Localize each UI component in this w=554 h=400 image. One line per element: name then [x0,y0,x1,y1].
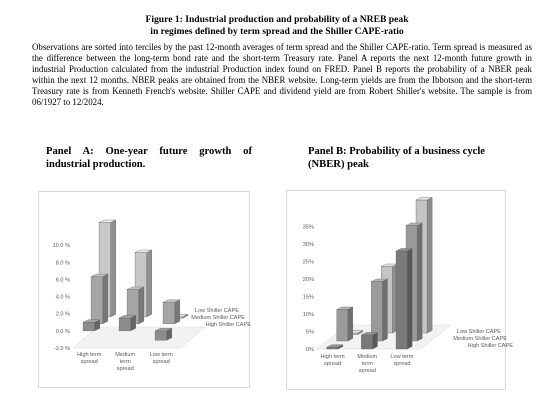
panel-a-series-label: Low Shiller CAPE [194,308,239,314]
panel-a-series-label: Medium Shiller CAPE [191,315,245,321]
panel-b-series-label: Low Shiller CAPE [456,329,501,335]
panel-b-bar-front [327,347,338,349]
panel-b-category-label: Low term spread [390,354,414,367]
panel-a-series-label: High Shiller CAPE [205,322,251,328]
panel-a-bar-front [91,277,103,324]
panel-b-ytick-label: 25% [302,259,314,266]
panel-b-bar-side [382,279,387,341]
panel-b-bar [371,279,387,341]
panel-a-bar-front [119,318,131,331]
panel-a-bar-front [155,331,167,340]
panel-a-bar-side [147,250,152,317]
figure-title [0,14,554,38]
panel-b-chart [286,190,513,390]
panel-b-bar [361,333,377,349]
panel-a-bar [91,274,108,324]
panel-b-bar-side [417,223,422,341]
panel-b-bar [337,307,353,341]
panel-b-bar-front [396,251,407,349]
panel-b-title: Panel B: Probability of a business cycle (NBER) peak [308,146,485,170]
panel-b-bar-side [372,333,377,349]
panel-b-bar-front [361,335,372,349]
figure-caption: Observations are sorted into terciles by the past 12-month averages of term spread and the Shiller CAPE-ratio. Term spread is measured as the difference between the long-term bond rate and the short-term Treasury rate. Panel A reports the next 12-month future growth in industrial Production calculated from the industrial Production index found on FRED. Panel B reports the probability of a NBER peak within the next 12 months. NBER peaks are obtained from the NBER website. Long-term yields are from the Ibbotson and the short-term Treasury rate is from Kenneth French's website. Shiller CAPE and dividend yield are from Robert Shiller's website. The sample is from 06/1927 to 12/2024. [32,42,532,108]
panel-b-category-label: High term spread [320,354,345,367]
panel-b-category-label: Medium term spread [357,354,378,374]
panel-b-bar-front [337,310,348,342]
figure-title-line-1: Figure 1: Industrial production and probability of a NREB peak [145,14,409,25]
panel-a-bar-front [163,302,175,323]
panel-a-bar-side [111,220,116,317]
panel-b-ytick-label: 15% [302,294,314,301]
panel-b-series-label: High Shiller CAPE [467,343,513,349]
panel-b-chart-svg [287,191,513,389]
panel-b-bar [396,249,412,349]
panel-a-title: Panel A: One-year future growth of industrial production. [46,146,252,170]
panel-a-bar [119,315,136,330]
panel-a-bar-side [103,274,108,324]
panel-a-ytick-label: 6.0 % [55,277,70,284]
figure-title-line-2: in regimes defined by term spread and the Shiller CAPE-ratio [150,26,404,37]
panel-b-ytick-label: 30% [302,242,314,248]
panel-b-ytick-label: 0% [305,347,314,353]
panel-b-series-label: Medium Shiller CAPE [453,336,507,342]
panel-b-bar-side [427,198,432,333]
panel-b-ytick-label: 5% [305,329,314,336]
panel-a-ytick-label: 2.0 % [55,311,70,318]
panel-b-ytick-label: 35% [302,224,314,231]
panel-a-category-label: Medium term spread [115,352,136,372]
panel-a-ytick-label: 10.0 % [52,243,70,250]
panel-b-ytick-label: 10% [302,312,314,318]
panel-a-chart [38,191,250,388]
panel-b-bar-side [348,307,353,341]
panel-b-bar-side [407,249,412,349]
panel-a-category-label: Low term spread [149,352,173,365]
panel-b-bar-front [371,282,382,342]
panel-a-ytick-label: 4.0 % [55,294,70,301]
panel-a-ytick-label: 8.0 % [55,260,70,267]
panel-a-bar-side [139,287,144,324]
panel-a-bar [155,328,172,340]
panel-a-ytick-label: 0.0 % [55,328,70,335]
panel-a-bar [83,320,100,331]
panel-a-bar [163,300,180,324]
panel-a-chart-svg [39,192,249,387]
panel-a-bar-side [175,300,180,324]
panel-b-ytick-label: 20% [302,277,314,283]
panel-a-ytick-label: -2.0 % [53,346,70,352]
panel-a-category-label: High term spread [77,352,102,365]
panel-a-bar-front [83,322,95,331]
